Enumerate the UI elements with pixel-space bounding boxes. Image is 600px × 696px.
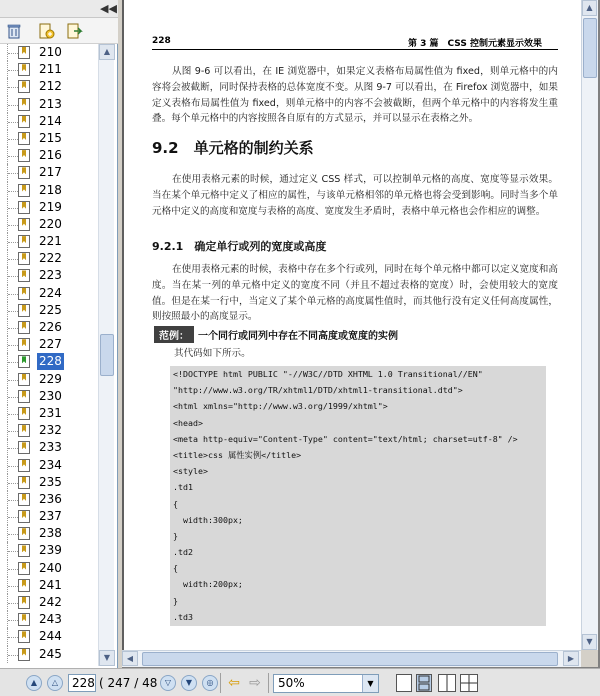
bookmark-item[interactable] <box>0 457 98 474</box>
add-bookmark-icon[interactable] <box>37 22 55 40</box>
tree-line <box>8 105 18 106</box>
bookmark-label: 241 <box>39 577 62 592</box>
bookmark-item[interactable] <box>0 594 98 611</box>
bookmark-label: 234 <box>39 457 62 472</box>
tree-line <box>8 534 18 535</box>
bookmark-label: 217 <box>39 165 62 180</box>
tree-line <box>8 362 18 363</box>
tree-line <box>8 294 18 295</box>
bookmark-label: 226 <box>39 320 62 334</box>
bookmark-item[interactable] <box>0 130 98 147</box>
code-line: { <box>173 563 178 574</box>
bookmark-item[interactable] <box>0 353 98 370</box>
bookmark-item[interactable] <box>0 44 98 61</box>
bookmark-label: 219 <box>39 199 62 214</box>
tree-line <box>8 448 18 449</box>
bookmark-icon <box>18 630 30 643</box>
bookmark-panel <box>0 0 118 668</box>
bookmark-icon <box>18 304 30 317</box>
bookmark-label: 243 <box>39 612 62 627</box>
bookmark-icon <box>18 510 30 523</box>
forward-arrow-icon[interactable]: ⇨ <box>249 675 261 691</box>
tree-line <box>8 87 18 88</box>
code-line: { <box>173 498 178 509</box>
bookmark-icon <box>18 476 30 489</box>
bookmark-label: 239 <box>39 543 62 558</box>
code-line: } <box>173 530 178 541</box>
page-number: 228 <box>152 36 171 46</box>
facing-view-icon[interactable] <box>438 674 456 692</box>
tree-line <box>8 191 18 192</box>
document-viewer <box>122 0 600 668</box>
bookmark-item[interactable] <box>0 285 98 302</box>
bookmark-item[interactable] <box>0 164 98 181</box>
bookmark-icon <box>18 235 30 248</box>
bookmark-scrollbar[interactable] <box>98 44 114 666</box>
example-title: 一个同行或同列中存在不同高度或宽度的实例 <box>198 331 398 342</box>
bookmark-icon <box>18 166 30 179</box>
bookmark-icon <box>18 355 30 368</box>
tree-line <box>8 603 18 604</box>
bookmark-label: 240 <box>39 560 62 575</box>
bookmark-label: 224 <box>39 285 62 300</box>
bookmark-item[interactable] <box>0 319 98 336</box>
bookmark-item[interactable] <box>0 474 98 491</box>
tree-line <box>8 242 18 243</box>
paragraph-3: 在使用表格元素的时候，表格中存在多个行或列，同时在每个单元格中都可以定义宽度和高度。当在某一列的单元格中定义的宽度不同（并且不超过表格的宽度）时，会使用较大的宽度值。但是在某一行中，当定义了某个单元格的高度属性值时，而其他行没有定义任何高度属性，则按照最小的高度显示。 <box>152 264 558 323</box>
tree-line <box>8 466 18 467</box>
tree-line <box>8 156 18 157</box>
stop-icon[interactable]: ◎ <box>202 675 218 691</box>
bookmark-item[interactable] <box>0 78 98 95</box>
bookmark-label: 211 <box>39 62 62 77</box>
bookmark-icon <box>18 115 30 128</box>
chevron-down-icon[interactable]: ▼ <box>362 675 378 692</box>
bookmark-icon <box>18 373 30 386</box>
bookmark-icon <box>18 648 30 661</box>
bookmark-label: 227 <box>39 337 62 352</box>
bookmark-icon <box>18 98 30 111</box>
bookmark-icon <box>18 596 30 609</box>
chapter-title: 第 3 篇 CSS 控制元素显示效果 <box>408 39 542 49</box>
bookmark-item[interactable] <box>0 371 98 388</box>
panel-header <box>0 0 118 18</box>
tree-line <box>8 208 18 209</box>
tree-line <box>8 328 18 329</box>
tree-line <box>8 483 18 484</box>
bookmark-icon <box>18 63 30 76</box>
bookmark-icon <box>18 493 30 506</box>
bookmark-label: 230 <box>39 388 62 403</box>
bookmark-icon <box>18 579 30 592</box>
bookmark-item[interactable] <box>0 422 98 439</box>
bookmark-label: 242 <box>39 595 62 609</box>
bookmark-label: 229 <box>39 371 62 386</box>
bookmark-icon <box>18 287 30 300</box>
tree-line <box>8 380 18 381</box>
bookmark-icon <box>18 80 30 93</box>
code-line: <head> <box>173 417 203 428</box>
bookmark-icon <box>18 338 30 351</box>
back-arrow-icon[interactable]: ⇦ <box>228 675 240 691</box>
example-tag: 范例： <box>154 326 194 343</box>
zoom-value: 50% <box>278 676 305 690</box>
document-horizontal-scrollbar[interactable] <box>122 650 581 667</box>
tree-line <box>8 569 18 570</box>
bookmark-label: 216 <box>39 148 62 163</box>
running-head <box>152 34 558 50</box>
scroll-up-icon[interactable]: ▲ <box>582 0 597 16</box>
bookmark-icon <box>18 441 30 454</box>
bookmark-label: 215 <box>39 130 62 145</box>
bookmark-item[interactable] <box>0 61 98 78</box>
next-page-icon[interactable]: ▽ <box>160 675 176 691</box>
tree-line <box>8 122 18 123</box>
scrollbar-corner <box>581 650 598 667</box>
bookmark-icon <box>18 459 30 472</box>
bookmark-item[interactable] <box>0 646 98 663</box>
single-page-view-icon[interactable] <box>396 674 412 692</box>
document-page <box>122 0 581 650</box>
trash-icon[interactable] <box>5 22 23 40</box>
scroll-up-icon[interactable]: ▲ <box>99 44 115 60</box>
zoom-select[interactable] <box>273 674 379 693</box>
bookmark-label: 237 <box>39 509 62 524</box>
scroll-down-icon[interactable]: ▼ <box>99 650 115 666</box>
bookmark-icon <box>18 527 30 540</box>
bookmark-item[interactable] <box>0 508 98 525</box>
bookmark-item[interactable] <box>0 577 98 594</box>
tree-line <box>8 397 18 398</box>
bookmark-icon <box>18 184 30 197</box>
tree-line <box>8 276 18 277</box>
bookmark-icon <box>18 321 30 334</box>
tree-line <box>8 551 18 552</box>
bookmark-icon <box>18 562 30 575</box>
double-chevron-left-icon[interactable]: ◀◀ <box>100 2 117 15</box>
bookmark-item[interactable] <box>0 302 98 319</box>
tree-line <box>8 173 18 174</box>
tree-line <box>8 414 18 415</box>
bookmark-item[interactable] <box>0 250 98 267</box>
tree-line <box>8 345 18 346</box>
code-line: } <box>173 595 178 606</box>
code-line: width:300px; <box>173 514 243 525</box>
bookmark-label: 210 <box>39 45 62 59</box>
scroll-left-icon[interactable]: ◀ <box>122 651 138 666</box>
paragraph-2: 在使用表格元素的时候，通过定义 CSS 样式，可以控制单元格的高度、宽度等显示效果。当在某个单元格中定义了相应的属性，与该单元格相邻的单元格也将会受到影响。同时当多个单元格中定义的高度和宽度与表格的高度、宽度发生矛盾时，表格中单元格也会作相应的调整。 <box>152 174 558 217</box>
bookmark-label: 245 <box>39 646 62 661</box>
bookmark-icon <box>18 252 30 265</box>
page-number-input[interactable]: 228 <box>68 674 96 692</box>
bookmark-label: 221 <box>39 234 62 249</box>
tree-line <box>8 70 18 71</box>
bookmark-item[interactable] <box>0 491 98 508</box>
tree-line <box>8 637 18 638</box>
bookmark-item[interactable] <box>0 611 98 628</box>
bookmark-label: 232 <box>39 423 62 438</box>
continuous-facing-view-icon[interactable] <box>460 674 478 692</box>
tree-line <box>8 517 18 518</box>
tree-line <box>8 225 18 226</box>
bookmark-label: 218 <box>39 182 62 197</box>
bookmark-item[interactable] <box>0 113 98 130</box>
bookmark-icon <box>18 218 30 231</box>
code-line: width:200px; <box>173 579 243 590</box>
bookmark-item[interactable] <box>0 388 98 405</box>
tree-line <box>8 311 18 312</box>
code-line: <html xmlns="http://www.w3.org/1999/xhtml"> <box>173 401 388 412</box>
code-line: .td3 <box>173 611 193 622</box>
bookmark-item[interactable] <box>0 628 98 645</box>
divider <box>268 673 269 693</box>
bookmark-label: 238 <box>39 526 62 541</box>
bookmark-item[interactable] <box>0 182 98 199</box>
continuous-view-icon[interactable] <box>416 674 432 692</box>
tree-line <box>8 259 18 260</box>
bookmark-icon <box>18 132 30 145</box>
scroll-right-icon[interactable]: ▶ <box>563 651 579 666</box>
tree-line <box>8 431 18 432</box>
last-page-icon[interactable]: ▼ <box>181 675 197 691</box>
code-line: <style> <box>173 466 208 477</box>
tree-line <box>8 53 18 54</box>
bookmark-icon <box>18 407 30 420</box>
bookmark-label: 228 <box>39 354 62 369</box>
bookmark-item[interactable] <box>0 233 98 250</box>
bookmark-icon <box>18 544 30 557</box>
tree-line <box>8 655 18 656</box>
subsection-heading: 9.2.1 确定单行或列的宽度或高度 <box>152 240 327 253</box>
bookmark-label: 222 <box>39 251 62 266</box>
document-vertical-scrollbar[interactable] <box>581 0 598 650</box>
bookmark-icon <box>18 613 30 626</box>
code-line: <!DOCTYPE html PUBLIC "-//W3C//DTD XHTML 1.0 Transitional//EN" <box>173 369 483 379</box>
first-page-icon[interactable]: ▲ <box>26 675 42 691</box>
tree-line <box>8 500 18 501</box>
code-line: <title>css 属性实例</title> <box>173 449 302 460</box>
bookmark-icon <box>18 390 30 403</box>
code-line: <meta http-equiv="Content-Type" content="text/html; charset=utf-8" /> <box>173 433 518 444</box>
scrollbar-thumb[interactable] <box>100 334 114 376</box>
bookmark-label: 231 <box>39 405 62 420</box>
code-line: "http://www.w3.org/TR/xhtml1/DTD/xhtml1-transitional.dtd"> <box>173 385 463 396</box>
navigation-bar <box>0 668 600 696</box>
bookmark-icon <box>18 149 30 162</box>
bookmark-label: 220 <box>39 216 62 231</box>
bookmark-item[interactable] <box>0 199 98 216</box>
bookmark-item[interactable] <box>0 267 98 284</box>
bookmark-icon <box>18 201 30 214</box>
tree-line <box>8 586 18 587</box>
bookmark-label: 233 <box>39 440 62 455</box>
tree-line <box>8 620 18 621</box>
bookmark-label: 223 <box>39 268 62 283</box>
example-heading <box>154 326 398 343</box>
bookmark-item[interactable] <box>0 147 98 164</box>
bookmark-item[interactable] <box>0 439 98 456</box>
bookmark-label: 236 <box>39 491 62 506</box>
bookmark-label: 213 <box>39 96 62 111</box>
bookmark-label: 235 <box>39 474 62 489</box>
page-total: ( 247 / 48 <box>99 676 158 690</box>
export-bookmark-icon[interactable] <box>65 22 83 40</box>
bookmark-label: 225 <box>39 302 62 317</box>
bookmark-label: 212 <box>39 79 62 94</box>
bookmark-toolbar <box>0 18 118 44</box>
scrollbar-thumb[interactable] <box>583 18 597 78</box>
scroll-down-icon[interactable]: ▼ <box>582 634 597 650</box>
bookmark-item[interactable] <box>0 542 98 559</box>
bookmark-item[interactable] <box>0 560 98 577</box>
scrollbar-thumb[interactable] <box>142 652 558 666</box>
prev-page-icon[interactable]: △ <box>47 675 63 691</box>
tree-line <box>8 139 18 140</box>
code-intro: 其代码如下所示。 <box>174 348 251 359</box>
bookmark-icon <box>18 424 30 437</box>
divider <box>220 673 221 693</box>
bookmark-icon <box>18 269 30 282</box>
bookmark-item[interactable] <box>0 405 98 422</box>
bookmark-item[interactable] <box>0 96 98 113</box>
bookmark-item[interactable] <box>0 336 98 353</box>
paragraph-1: 从图 9-6 可以看出，在 IE 浏览器中，如果定义表格布局属性值为 fixed，则单元格中的内容将会被截断，同时保持表格的总体宽度不变。从图 9-7 可以看出，在 Firefox 浏览器中，如果定义表格布局属性值为 fixed，则单元格中的内容不会被截断，但两个单元格中的内容将发生重叠。每个单元格中的内容按照各自原有的方式显示，并可以显示在表格之外。 <box>152 66 558 125</box>
bookmark-label: 214 <box>39 113 62 128</box>
bookmark-item[interactable] <box>0 525 98 542</box>
code-line: .td2 <box>173 547 193 558</box>
bookmark-tree <box>0 44 98 666</box>
section-heading: 9.2 单元格的制约关系 <box>152 139 314 157</box>
code-line: .td1 <box>173 482 193 493</box>
bookmark-item[interactable] <box>0 216 98 233</box>
bookmark-label: 244 <box>39 629 62 644</box>
bookmark-icon <box>18 46 30 59</box>
